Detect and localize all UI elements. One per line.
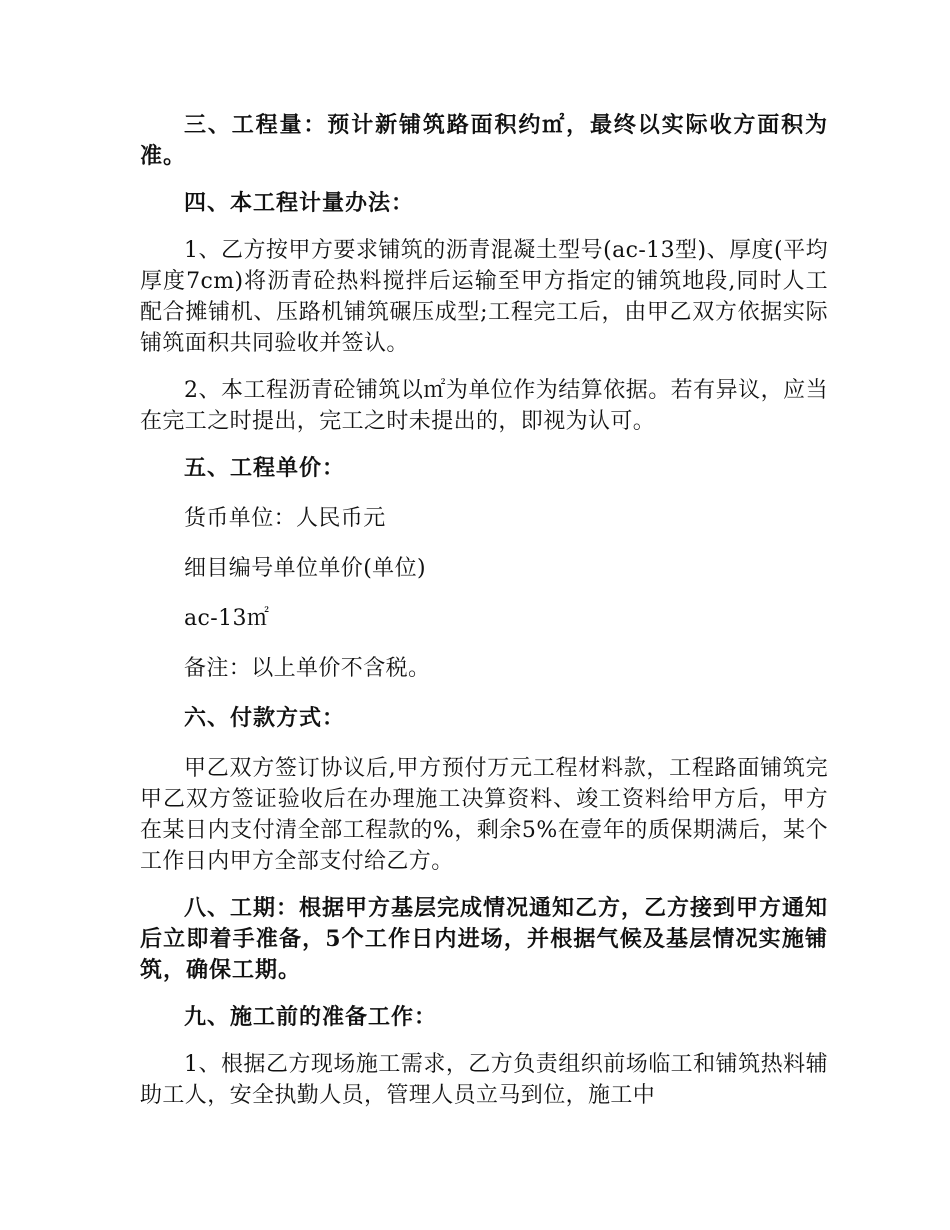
section-5-heading: 五、工程单价：: [184, 455, 346, 481]
price-table-row: ac-13㎡: [184, 606, 270, 631]
document-body: [140, 110, 828, 1111]
section-8-schedule: 八、工期：根据甲方基层完成情况通知乙方，乙方接到甲方通知后立即着手准备，5个工作日内进场，并根据气候及基层情况实施铺筑，确保工期。: [140, 895, 829, 983]
section-4-item-2: 2、本工程沥青砼铺筑以㎡为单位作为结算依据。若有异议，应当在完工之时提出，完工之时未提出的，即视为认可。: [140, 378, 828, 434]
section-6-payment: 甲乙双方签订协议后,甲方预付万元工程材料款，工程路面铺筑完甲乙双方签证验收后在办理施工决算资料、竣工资料给甲方后，甲方在某日内支付清全部工程款的%，剩余5%在壹年的质保期满后，某个工作日内甲方全部支付给乙方。: [140, 756, 828, 874]
price-remark: 备注：以上单价不含税。: [184, 656, 431, 681]
currency-unit: 货币单位：人民币元: [184, 506, 386, 531]
price-table-header: 细目编号单位单价(单位): [184, 556, 426, 581]
section-4-heading: 四、本工程计量办法：: [184, 190, 415, 216]
section-9-item-1: 1、根据乙方现场施工需求，乙方负责组织前场临工和铺筑热料辅助工人，安全执勤人员，管理人员立马到位，施工中: [140, 1052, 828, 1108]
section-4-item-1: 1、乙方按甲方要求铺筑的沥青混凝土型号(ac-13型)、厚度(平均厚度7cm)将沥青砼热料搅拌后运输至甲方指定的铺筑地段,同时人工配合摊铺机、压路机铺筑碾压成型;工程完工后，由甲乙双方依据实际铺筑面积共同验收并签认。: [140, 238, 828, 356]
section-9-heading: 九、施工前的准备工作：: [184, 1004, 438, 1030]
section-3-quantity: 三、工程量：预计新铺筑路面积约㎡，最终以实际收方面积为准。: [140, 112, 828, 169]
section-6-heading: 六、付款方式：: [184, 705, 346, 731]
